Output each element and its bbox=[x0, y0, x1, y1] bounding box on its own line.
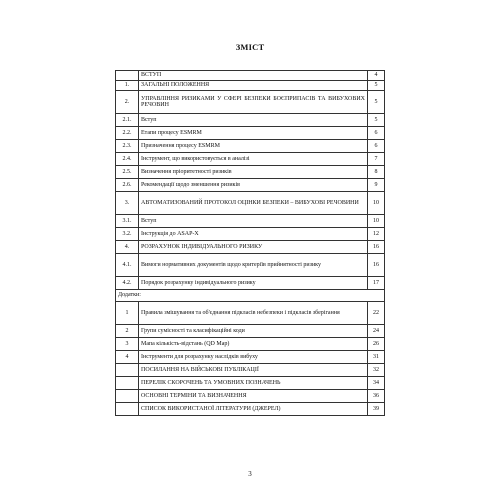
toc-number: 3. bbox=[116, 192, 139, 215]
toc-number: 4 bbox=[116, 351, 139, 364]
toc-row-appendix-2[interactable] bbox=[116, 325, 385, 338]
toc-row-3-1[interactable] bbox=[116, 215, 385, 228]
toc-page: 16 bbox=[368, 241, 385, 254]
toc-title[interactable]: УПРАВЛІННЯ РИЗИКАМИ У СФЕРІ БЕЗПЕКИ БОЄПРИПАСІВ ТА ВИБУХОВИХ РЕЧОВИН bbox=[139, 91, 368, 114]
toc-row-appendix-header bbox=[116, 290, 385, 302]
appendix-label: Додатки: bbox=[116, 290, 385, 302]
toc-title[interactable]: ВСТУП bbox=[139, 71, 368, 81]
toc-page: 4 bbox=[368, 71, 385, 81]
toc-title[interactable]: Призначення процесу ESMRM bbox=[139, 140, 368, 153]
toc-number: 1. bbox=[116, 81, 139, 91]
toc-row-3-2[interactable] bbox=[116, 228, 385, 241]
toc-page: 5 bbox=[368, 114, 385, 127]
toc-page: 6 bbox=[368, 140, 385, 153]
toc-page: 34 bbox=[368, 377, 385, 390]
toc-page: 10 bbox=[368, 215, 385, 228]
toc-title[interactable]: Мапа кількість-відстань (QD Map) bbox=[139, 338, 368, 351]
toc-page: 10 bbox=[368, 192, 385, 215]
toc-row-references[interactable] bbox=[116, 403, 385, 416]
toc-number: 2.5. bbox=[116, 166, 139, 179]
toc-number: 4. bbox=[116, 241, 139, 254]
toc-page: 5 bbox=[368, 91, 385, 114]
toc-page: 31 bbox=[368, 351, 385, 364]
toc-number: 4.2. bbox=[116, 277, 139, 290]
toc-row-section-3[interactable] bbox=[116, 192, 385, 215]
toc-page: 9 bbox=[368, 179, 385, 192]
toc-title[interactable]: Порядок розрахунку індивідуального ризику bbox=[139, 277, 368, 290]
toc-page: 8 bbox=[368, 166, 385, 179]
toc-title[interactable]: Правила змішування та об'єднання підкласів небезпеки і підкласів зберігання bbox=[139, 302, 368, 325]
toc-row-appendix-3[interactable] bbox=[116, 338, 385, 351]
toc-row-section-2[interactable] bbox=[116, 91, 385, 114]
toc-row-2-3[interactable] bbox=[116, 140, 385, 153]
toc-number: 4.1. bbox=[116, 254, 139, 277]
table-of-contents bbox=[115, 70, 385, 416]
toc-title[interactable]: Вимоги нормативних документів щодо критеріїв прийнятності ризику bbox=[139, 254, 368, 277]
toc-page: 24 bbox=[368, 325, 385, 338]
toc-row-section-1[interactable] bbox=[116, 81, 385, 91]
toc-title[interactable]: ПЕРЕЛІК СКОРОЧЕНЬ ТА УМОВНИХ ПОЗНАЧЕНЬ bbox=[139, 377, 368, 390]
toc-title[interactable]: Групи сумісності та класифікаційні коди bbox=[139, 325, 368, 338]
toc-page: 22 bbox=[368, 302, 385, 325]
toc-title[interactable]: ПОСИЛАННЯ НА ВІЙСЬКОВІ ПУБЛІКАЦІЇ bbox=[139, 364, 368, 377]
toc-row-terms[interactable] bbox=[116, 390, 385, 403]
toc-row-abbreviations[interactable] bbox=[116, 377, 385, 390]
toc-title[interactable]: СПИСОК ВИКОРИСТАНОЇ ЛІТЕРАТУРИ (ДЖЕРЕЛ) bbox=[139, 403, 368, 416]
toc-title[interactable]: Інструкція до ASAP-X bbox=[139, 228, 368, 241]
toc-page: 6 bbox=[368, 127, 385, 140]
toc-number: 3 bbox=[116, 338, 139, 351]
toc-row-appendix-1[interactable] bbox=[116, 302, 385, 325]
page-number: 3 bbox=[248, 470, 252, 478]
toc-row-appendix-4[interactable] bbox=[116, 351, 385, 364]
toc-title[interactable]: ЗАГАЛЬНІ ПОЛОЖЕННЯ bbox=[139, 81, 368, 91]
toc-row-2-4[interactable] bbox=[116, 153, 385, 166]
toc-page: 26 bbox=[368, 338, 385, 351]
toc-row-2-6[interactable] bbox=[116, 179, 385, 192]
toc-number: 2.6. bbox=[116, 179, 139, 192]
toc-title[interactable]: Вступ bbox=[139, 215, 368, 228]
toc-number bbox=[116, 403, 139, 416]
page-title: ЗМІСТ bbox=[235, 42, 265, 52]
toc-title[interactable]: Інструменти для розрахунку наслідків вибуху bbox=[139, 351, 368, 364]
toc-page: 17 bbox=[368, 277, 385, 290]
toc-title[interactable]: Рекомендації щодо зменшення ризиків bbox=[139, 179, 368, 192]
toc-number: 3.2. bbox=[116, 228, 139, 241]
toc-page: 5 bbox=[368, 81, 385, 91]
toc-page: 39 bbox=[368, 403, 385, 416]
toc-number bbox=[116, 71, 139, 81]
toc-row-military-publications[interactable] bbox=[116, 364, 385, 377]
toc-number: 1 bbox=[116, 302, 139, 325]
toc-number: 2 bbox=[116, 325, 139, 338]
toc-number bbox=[116, 377, 139, 390]
toc-title[interactable]: Вступ bbox=[139, 114, 368, 127]
toc-title[interactable]: Визначення пріоритетності ризиків bbox=[139, 166, 368, 179]
toc-number: 2.3. bbox=[116, 140, 139, 153]
toc-number: 2.2. bbox=[116, 127, 139, 140]
toc-title[interactable]: ОСНОВНІ ТЕРМІНИ ТА ВИЗНАЧЕННЯ bbox=[139, 390, 368, 403]
toc-title[interactable]: РОЗРАХУНОК ІНДИВІДУАЛЬНОГО РИЗИКУ bbox=[139, 241, 368, 254]
toc-row-4-1[interactable] bbox=[116, 254, 385, 277]
toc-page: 7 bbox=[368, 153, 385, 166]
toc-page: 36 bbox=[368, 390, 385, 403]
toc-number: 2. bbox=[116, 91, 139, 114]
toc-title[interactable]: АВТОМАТИЗОВАНИЙ ПРОТОКОЛ ОЦІНКИ БЕЗПЕКИ – ВИБУХОВІ РЕЧОВИНИ bbox=[139, 192, 368, 215]
toc-page: 12 bbox=[368, 228, 385, 241]
toc-number: 2.1. bbox=[116, 114, 139, 127]
toc-title[interactable]: Інструмент, що використовується в аналізі bbox=[139, 153, 368, 166]
toc-number: 2.4. bbox=[116, 153, 139, 166]
toc-number bbox=[116, 364, 139, 377]
toc-row-4-2[interactable] bbox=[116, 277, 385, 290]
toc-row-intro[interactable] bbox=[116, 71, 385, 81]
toc-row-section-4[interactable] bbox=[116, 241, 385, 254]
toc-number bbox=[116, 390, 139, 403]
toc-title[interactable]: Етапи процесу ESMRM bbox=[139, 127, 368, 140]
toc-row-2-5[interactable] bbox=[116, 166, 385, 179]
toc-row-2-2[interactable] bbox=[116, 127, 385, 140]
toc-page: 16 bbox=[368, 254, 385, 277]
toc-number: 3.1. bbox=[116, 215, 139, 228]
toc-page: 32 bbox=[368, 364, 385, 377]
toc-row-2-1[interactable] bbox=[116, 114, 385, 127]
